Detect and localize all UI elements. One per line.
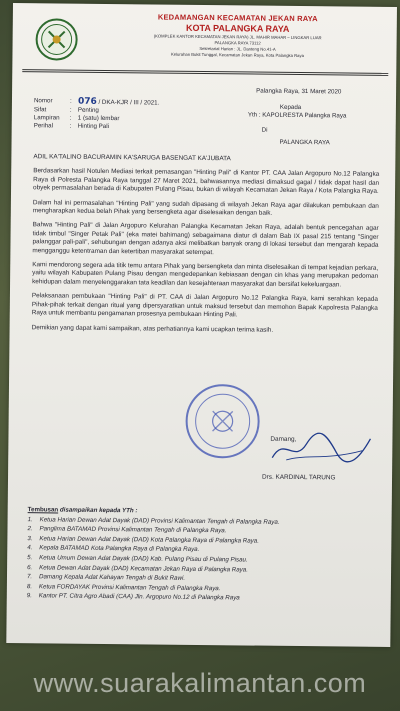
list-item-number: 9. [26,592,32,600]
official-stamp [182,381,263,462]
list-item-text: Kepala BATAMAD Kota Palangka Raya di Palangka Raya. [39,544,200,554]
paragraph: Berdasarkan hasil Notulen Mediasi terkait pemasangan "Hinting Pali" di Kantor PT. CAA Jalan Argopuro No.12 Palangka Raya di Polresta Palangka Raya tanggal 27 Maret 2021, bahwasannya mediasi dimaksud gagal / tidak dapat hasil dan obyek permasalahan berada di Kabupaten Pulang Pisau, bukan di wilayah Kecamatan Jekan Raya / Kota Palangka Raya. [33,167,380,196]
list-item-text: Kantor PT. Citra Agro Abadi (CAA) Jln. Argopuro No.12 di Palangka Raya [38,592,240,602]
letter-meta [34,97,214,132]
signature-title: Damang, [270,435,297,443]
list-item-text: Ketua Umum Dewan Adat Dayak (DAD) Kab. Pulang Pisau di Pulang Pisau. [39,554,248,564]
list-item-number: 3. [27,534,33,543]
meta-lampiran: Lampiran : 1 (satu) lembar [33,114,120,123]
list-item-number: 7. [26,573,33,581]
perihal-value: Hinting Pali [77,122,110,131]
list-item-text: Ketua FORDAYAK Provinsi Kalimantan Tengah di Palangka Raya. [38,583,221,592]
recipient-yth: Yth : KAPOLRESTA Palangka Raya [247,111,347,120]
paragraph: Kami mendorong segera ada titik temu antara Pihak yang bersengketa dan minta diselesaikan di tempat kejadian perkara, yaitu wilayah Kabupaten Pulang Pisau dengan mengedepankan kebiasaan dengan cin khas yang merupakan pedoman kehidupan dalam menyelenggarakan tata keadilan dan kesejahteraan masyarakat dan bersifat kekeluargaan. [32,261,379,289]
meta-sifat: Sifat : Penting [33,106,99,114]
signature-name: Drs. KARDINAL TARUNG [262,473,336,482]
list-item-number: 1. [27,515,33,523]
paragraph: Dalam hal ini permasalahan "Hinting Pali" yang sudah dipasang di wilayah Jekan Raya agar dilakukan pembukaan dan mengharapkan kedua belah Pihak yang bersengketa agar diselesaikan dengan baik. [32,198,379,217]
list-item-number: 4. [27,544,33,552]
nomor-label: Nomor [33,97,53,105]
tembusan-list [27,505,368,604]
letterhead-address: (KOMPLEK KANTOR KECAMATAN JEKAN RAYA) JL. MAHIR MAHAR – LINGKAR LUAR [153,33,322,41]
letter-sheet [6,3,397,647]
letterhead-kelurahan: Kelurahan Bukit Tunggal, Kecamatan Jekan Raya, Kota Palangka Raya [170,51,304,59]
letter-body [31,153,379,342]
letterhead-rule [22,69,388,76]
list-item-number: 2. [27,525,33,533]
organization-logo [34,17,78,61]
nomor-rest: / DKA-KJR / III / 2021. [98,98,160,107]
recipient-block [248,103,388,147]
letterhead-line2: KOTA PALANGKA RAYA [186,22,290,34]
letterhead-line1: KEDAMANGAN KECAMATAN JEKAN RAYA [157,12,318,24]
paragraph: Pelaksanaan pembukaan "Hinting Pali" di PT. CAA di Jalan Argopuro No.12 Palangka Raya, kami serahkan kepada Pihak-pihak terkait dengan ritual yang dipersyaratkan untuk maksud tersebut dan memohon Bapak Kapolresta Palangka Raya untuk membantu pengamanan prosesnya pembukaan Hinting Pali. [31,292,378,319]
paragraph: Bahwa "Hinting Pali" di Jalan Argopuro Kelurahan Palangka Kecamatan Jekan Raya, adalah bentuk pencegahan agar tidak timbul "Singer Petak Pali" (eka matei bahimang) sebagaimana diatur di dalam Bab IX pasal 215 tentang "Singer palanggar pali-pali", sehubungan dengan adanya aksi melibatkan banyak orang di lokasi tersebut dan mengarah kepada mengganggu ketentraman dan ketertiban masyarakat setempat. [32,221,379,256]
list-item-text: Damang Kepala Adat Kahayan Tengah di Bukit Rawi. [38,573,186,582]
list-item-number: 5. [27,554,33,562]
recipient-kepada: Kepada [279,103,302,112]
meta-perihal: Perihal : Hinting Pali [33,122,110,131]
list-item-text: Ketua Harian Dewan Adat Dayak (DAD) Provinsi Kalimantan Tengah di Palangka Raya. [39,515,280,526]
letterhead-city: PALANGKA RAYA 73112 [214,40,261,46]
recipient-di: Di [261,126,268,134]
tembusan-heading-rest: disampaikan kepada YTh : [59,506,138,515]
list-item-text: Ketua Dewan Adat Dayak (DAD) Kecamatan Jekan Raya di Palangka Raya. [39,563,249,574]
nomor-handwritten: 076 [77,96,97,107]
perihal-label: Perihal [33,122,54,130]
letterhead-secretariat: Sekretariat Harian : JL. Danteng No.41-A [199,45,276,52]
lampiran-value: 1 (satu) lembar [77,114,120,123]
sifat-label: Sifat [33,106,47,114]
list-item-text: Panglima BATAMAD Provinsi Kalimantan Tengah di Palangka Raya. [39,525,227,535]
sifat-value: Penting [77,106,99,114]
meta-nomor: Nomor : 076 / DKA-KJR / III / 2021. [33,96,160,107]
tembusan-heading-prefix: Tembusan [27,506,59,514]
lampiran-label: Lampiran [33,114,60,122]
list-item-number: 8. [26,582,33,590]
letterhead [82,12,392,59]
list-item-text: Ketua Harian Dewan Adat Dayak (DAD) Kota Palangka Raya di Palangka Raya. [39,535,259,545]
salutation: ADIL KA'TALINO BACURAMIN KA'SARUGA BASENGAT KA'JUBATA [33,153,231,163]
list-item-number: 6. [27,563,33,571]
site-watermark: www.suarakalimantan.com [33,668,367,698]
recipient-place: PALANGKA RAYA [279,138,330,147]
letter-date: Palangka Raya, 31 Maret 2020 [256,87,342,96]
closing-line: Demikian yang dapat kami sampaikan, atas perhatiannya kami ucapkan terima kasih. [31,323,274,334]
